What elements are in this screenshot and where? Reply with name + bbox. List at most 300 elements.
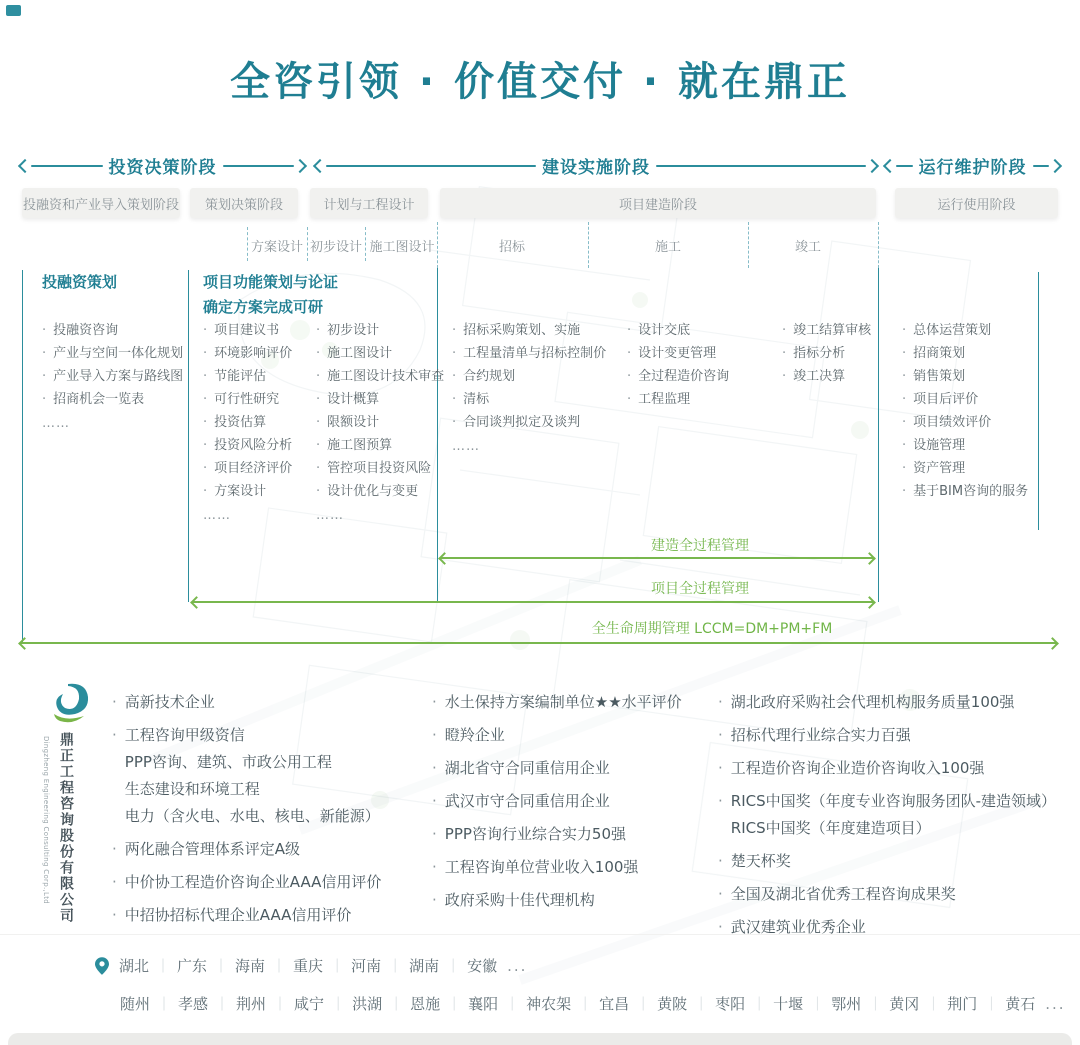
bullet-icon: · (42, 346, 47, 361)
service-item-label: 设计优化与变更 (327, 484, 419, 499)
dashed-divider (588, 222, 589, 268)
qualification-item (718, 758, 1063, 778)
separator-icon: ｜ (156, 958, 171, 975)
qualification-subtext: RICS中国奖（年度建造项目） (730, 819, 931, 837)
service-column-header (203, 270, 339, 324)
bullet-icon: · (452, 392, 457, 407)
service-item (316, 462, 446, 476)
separator-icon: ｜ (694, 996, 709, 1013)
sub-stage-construction-drawing: 施工图设计 (369, 240, 435, 255)
bullet-icon: · (432, 858, 437, 876)
service-item (452, 393, 624, 407)
stage-box-planning-decision: 策划决策阶段 (190, 188, 298, 218)
separator-icon: ｜ (868, 996, 883, 1013)
qualification-text: 工程咨询甲级资信 (124, 726, 245, 744)
bullet-icon: · (432, 792, 437, 810)
arrow-left-icon (313, 158, 327, 172)
sub-stage-construction: 施工 (654, 240, 682, 255)
footer-place: 黄冈 (889, 995, 920, 1013)
service-item (782, 347, 882, 361)
location-pin-icon (95, 957, 109, 975)
service-item (203, 485, 325, 499)
ellipsis-label: …… (203, 508, 231, 523)
qualification-label (125, 839, 300, 859)
qualification-label (445, 890, 595, 910)
qualification-label (125, 872, 382, 892)
service-item (316, 347, 446, 361)
qualification-label (731, 851, 791, 871)
bullet-icon: · (452, 415, 457, 430)
mgmt-label-construction-whole-process: 建造全过程管理 (651, 538, 749, 554)
separator-icon: ｜ (215, 996, 230, 1013)
service-item-label: 项目经济评价 (214, 461, 293, 476)
service-column-header-line: 项目功能策划与论证 (203, 273, 339, 291)
qualification-item (112, 839, 417, 859)
service-item-label: 施工图设计 (327, 346, 393, 361)
bullet-icon: · (718, 918, 723, 936)
footer-place: 鄂州 (831, 995, 862, 1013)
footer-place: 湖南 (409, 957, 440, 975)
service-item-label: 合约规划 (463, 369, 516, 384)
footer-place: 襄阳 (468, 995, 499, 1013)
service-item (316, 416, 446, 430)
phase-arrow-investment-decision (20, 153, 305, 178)
qualification-item (432, 857, 717, 877)
qualification-text: 武汉建筑业优秀企业 (730, 918, 866, 936)
page-title: 全咨引领 · 价值交付 · 就在鼎正 (229, 59, 851, 105)
service-item-label: 设计概算 (327, 392, 380, 407)
service-column-bidding (452, 270, 624, 454)
stage-box-project-construction: 项目建造阶段 (440, 188, 876, 218)
separator-icon: ｜ (273, 996, 288, 1013)
service-item (203, 370, 325, 384)
qualification-column-2 (432, 692, 717, 923)
qualification-label (445, 758, 610, 778)
qualification-text: 楚天杯奖 (730, 852, 791, 870)
qualification-item (718, 884, 1063, 904)
service-item (203, 416, 325, 430)
bullet-icon: · (718, 726, 723, 744)
corner-mark (6, 5, 21, 16)
footer-place: 荆州 (236, 995, 267, 1013)
separator-icon: ｜ (157, 996, 172, 1013)
service-item (42, 370, 192, 384)
footer-provinces (119, 955, 527, 976)
bullet-icon: · (316, 323, 321, 338)
qualification-label (731, 917, 866, 937)
bullet-icon: · (718, 852, 723, 870)
footer-more: ... (507, 956, 528, 975)
bullet-icon: · (718, 885, 723, 903)
qualification-text: PPP咨询行业综合实力50强 (444, 825, 627, 843)
footer-more: ... (1045, 994, 1066, 1013)
sub-stage-preliminary-design: 初步设计 (309, 240, 363, 255)
company-name-en: Dingzheng Engineering Consulting Corp.,Ltd (42, 736, 50, 905)
bullet-icon: · (316, 392, 321, 407)
separator-icon: ｜ (272, 958, 287, 975)
bullet-icon: · (203, 392, 208, 407)
separator-icon: ｜ (389, 996, 404, 1013)
service-item-label: 项目建议书 (214, 323, 280, 338)
service-item-label: 竣工结算审核 (793, 323, 872, 338)
footer-place: 荆门 (947, 995, 978, 1013)
arrow-line (326, 165, 536, 167)
bullet-icon: · (782, 323, 787, 338)
qualification-text: 湖北政府采购社会代理机构服务质量100强 (730, 693, 1015, 711)
qualification-label (125, 905, 352, 925)
service-item-label: 投资估算 (214, 415, 267, 430)
service-item (452, 347, 624, 361)
service-item-label: 投融资咨询 (53, 323, 119, 338)
qualification-item (718, 851, 1063, 871)
service-item-label: 产业导入方案与路线图 (53, 369, 184, 384)
qualification-subtext: 电力（含火电、水电、核电、新能源） (124, 807, 380, 825)
bullet-icon: · (718, 693, 723, 711)
footer-place: 黄石 (1005, 995, 1036, 1013)
footer-place: 神农架 (526, 995, 572, 1013)
separator-icon: ｜ (214, 958, 229, 975)
bullet-icon: · (452, 323, 457, 338)
service-item (203, 393, 325, 407)
service-item (627, 347, 777, 361)
qualification-item (718, 725, 1063, 745)
service-item (42, 324, 192, 338)
service-item (627, 393, 777, 407)
qualification-text: 政府采购十佳代理机构 (444, 891, 595, 909)
service-column-header (452, 270, 624, 324)
service-item (902, 347, 1047, 361)
qualification-item (112, 905, 417, 925)
footer-place: 湖北 (119, 957, 150, 975)
separator-icon: ｜ (446, 958, 461, 975)
dashed-divider (307, 227, 308, 261)
mgmt-label-life-cycle: 全生命周期管理 LCCM=DM+PM+FM (591, 621, 833, 637)
ellipsis-label: …… (42, 416, 70, 431)
service-column-header-line: 投融资策划 (42, 273, 118, 291)
service-item-label: 设计变更管理 (638, 346, 717, 361)
service-item (902, 370, 1047, 384)
qualification-item (718, 791, 1063, 838)
service-column-header (627, 270, 777, 324)
qualification-item (718, 692, 1063, 712)
sub-stage-scheme-design: 方案设计 (250, 240, 304, 255)
bullet-icon: · (316, 346, 321, 361)
dashed-divider (247, 227, 248, 261)
qualification-label (445, 692, 682, 712)
bullet-icon: · (203, 323, 208, 338)
separator-icon: ｜ (505, 996, 520, 1013)
bullet-icon: · (902, 461, 907, 476)
service-item-label: 工程监理 (638, 392, 691, 407)
service-item-label: 设计交底 (638, 323, 691, 338)
phase-arrow-construction (315, 153, 877, 178)
service-item-label: 资产管理 (913, 461, 966, 476)
service-item-label: 工程量清单与招标控制价 (463, 346, 607, 361)
service-item-label: 设施管理 (913, 438, 966, 453)
qualification-item (432, 791, 717, 811)
arrow-right-icon (1048, 158, 1062, 172)
service-item-label: 施工图设计技术审查 (327, 369, 445, 384)
stage-box-operation-use: 运行使用阶段 (895, 188, 1058, 218)
bullet-icon: · (316, 438, 321, 453)
qualification-item (432, 692, 717, 712)
service-item-label: 投资风险分析 (214, 438, 293, 453)
bullet-icon: · (718, 759, 723, 777)
service-column-design (316, 270, 446, 523)
footer-place: 安徽 (467, 957, 498, 975)
service-column-construction (627, 270, 777, 416)
stage-box-plan-design: 计划与工程设计 (310, 188, 428, 218)
qualification-text: 中招协招标代理企业AAA信用评价 (124, 906, 352, 924)
qualification-text: RICS中国奖（年度专业咨询服务团队-建造领域） (730, 792, 1057, 810)
sub-stage-completion: 竣工 (794, 240, 822, 255)
qualification-label (731, 884, 956, 904)
service-item-label: 项目绩效评价 (913, 415, 992, 430)
qualification-text: 高新技术企业 (124, 693, 215, 711)
qualification-column-1 (112, 692, 417, 938)
qualification-label (731, 758, 985, 778)
service-item-label: 清标 (463, 392, 490, 407)
service-item (902, 439, 1047, 453)
separator-icon: ｜ (984, 996, 999, 1013)
qualification-item (718, 917, 1063, 937)
service-item (902, 485, 1047, 499)
service-item (316, 324, 446, 338)
service-item (316, 393, 446, 407)
footer-place: 黄陂 (657, 995, 688, 1013)
stage-box-financing-planning: 投融资和产业导入策划阶段 (22, 188, 180, 218)
ellipsis-label: …… (316, 508, 344, 523)
arrow-left-icon (883, 158, 897, 172)
bullet-icon: · (316, 461, 321, 476)
phase-arrow-operation (885, 153, 1060, 178)
bullet-icon: · (112, 873, 117, 891)
footer-place: 海南 (235, 957, 266, 975)
footer-place: 洪湖 (352, 995, 383, 1013)
bullet-icon: · (902, 369, 907, 384)
separator-icon: ｜ (752, 996, 767, 1013)
qualification-text: 招标代理行业综合实力百强 (730, 726, 911, 744)
sub-stage-bidding: 招标 (498, 240, 526, 255)
service-item (452, 416, 624, 430)
bullet-icon: · (452, 346, 457, 361)
footer-place: 枣阳 (715, 995, 746, 1013)
service-item (316, 439, 446, 453)
phase-label: 建设实施阶段 (542, 158, 650, 178)
bullet-icon: · (203, 415, 208, 430)
service-item (203, 347, 325, 361)
qualification-label (731, 692, 1015, 712)
bullet-icon: · (902, 415, 907, 430)
mgmt-label-project-whole-process: 项目全过程管理 (651, 581, 749, 597)
bullet-icon: · (112, 726, 117, 744)
service-item-label: 竣工决算 (793, 369, 846, 384)
arrow-line (223, 165, 295, 167)
service-item-label: 限额设计 (327, 415, 380, 430)
service-column-feasibility (203, 270, 339, 523)
bullet-icon: · (42, 392, 47, 407)
service-item-label: 全过程造价咨询 (638, 369, 730, 384)
bullet-icon: · (902, 438, 907, 453)
bullet-icon: · (782, 346, 787, 361)
bullet-icon: · (203, 461, 208, 476)
service-item (203, 439, 325, 453)
service-item (42, 347, 192, 361)
footer-provinces-line (95, 955, 527, 976)
qualification-item (432, 758, 717, 778)
qualification-text: 工程咨询单位营业收入100强 (444, 858, 639, 876)
arrow-left-icon (18, 158, 32, 172)
service-item-label: 项目后评价 (913, 392, 979, 407)
bullet-icon: · (203, 438, 208, 453)
mgmt-arrow-life-cycle (20, 642, 1057, 644)
service-item (316, 370, 446, 384)
service-item (902, 324, 1047, 338)
column-boundary-line (22, 270, 23, 643)
service-item-label: 施工图预算 (327, 438, 393, 453)
qualification-text: 工程造价咨询企业造价咨询收入100强 (730, 759, 985, 777)
qualification-label (445, 791, 610, 811)
separator-icon: ｜ (330, 958, 345, 975)
service-item-label: 总体运营策划 (913, 323, 992, 338)
service-item-label: 节能评估 (214, 369, 267, 384)
qualification-subtext: 生态建设和环境工程 (124, 780, 260, 798)
footer-place: 重庆 (293, 957, 324, 975)
service-item-label: 招商策划 (913, 346, 966, 361)
service-column-header (782, 270, 882, 324)
qualification-text: 武汉市守合同重信用企业 (444, 792, 610, 810)
separator-icon: ｜ (447, 996, 462, 1013)
qualification-column-3 (718, 692, 1063, 950)
dashed-divider (748, 222, 749, 268)
bullet-icon: · (902, 323, 907, 338)
service-column-header (316, 270, 446, 324)
bullet-icon: · (902, 392, 907, 407)
separator-icon: ｜ (331, 996, 346, 1013)
bullet-icon: · (203, 346, 208, 361)
bullet-icon: · (112, 906, 117, 924)
separator-icon: ｜ (926, 996, 941, 1013)
service-item-label: 管控项目投资风险 (327, 461, 432, 476)
bullet-icon: · (316, 415, 321, 430)
qualification-subtext: PPP咨询、建筑、市政公用工程 (124, 753, 332, 771)
service-item (316, 485, 446, 499)
service-item (203, 324, 325, 338)
qualification-label (445, 824, 626, 844)
qualification-item (112, 872, 417, 892)
dashed-divider (437, 222, 438, 268)
bullet-icon: · (432, 759, 437, 777)
service-item (902, 393, 1047, 407)
bullet-icon: · (432, 825, 437, 843)
arrow-right-icon (293, 158, 307, 172)
qualification-text: 两化融合管理体系评定A级 (124, 840, 301, 858)
bullet-icon: · (902, 484, 907, 499)
service-item-label: 可行性研究 (214, 392, 280, 407)
qualification-item (112, 725, 417, 826)
footer-cities (120, 993, 1066, 1014)
phase-label: 投资决策阶段 (108, 158, 217, 178)
ellipsis-label: …… (452, 439, 480, 454)
service-item (627, 324, 777, 338)
separator-icon: ｜ (636, 996, 651, 1013)
qualification-label (731, 791, 1056, 838)
bullet-icon: · (432, 693, 437, 711)
arrow-line (31, 165, 103, 167)
qualification-label (125, 692, 215, 712)
arrow-line (656, 165, 866, 167)
bullet-icon: · (203, 484, 208, 499)
qualification-label (731, 725, 911, 745)
footer-place: 咸宁 (294, 995, 325, 1013)
footer-place: 宜昌 (599, 995, 630, 1013)
bullet-icon: · (902, 346, 907, 361)
qualification-text: 水土保持方案编制单位★★水平评价 (444, 693, 682, 711)
bullet-icon: · (42, 323, 47, 338)
footer-place: 孝感 (178, 995, 209, 1013)
service-column-header-line: 确定方案完成可研 (203, 298, 324, 316)
bullet-icon: · (627, 346, 632, 361)
bullet-icon: · (627, 369, 632, 384)
company-name-cn: 鼎正工程咨询股份有限公司 (58, 732, 74, 924)
service-column-operation (902, 270, 1047, 508)
service-item (203, 462, 325, 476)
bullet-icon: · (42, 369, 47, 384)
qualification-text: 中价协工程造价咨询企业AAA信用评价 (124, 873, 382, 891)
bullet-icon: · (782, 369, 787, 384)
arrow-right-icon (865, 158, 879, 172)
dashed-divider (878, 222, 879, 268)
qualification-item (432, 824, 717, 844)
service-item-label: 产业与空间一体化规划 (53, 346, 184, 361)
service-item-label: 合同谈判拟定及谈判 (463, 415, 581, 430)
qualification-text: 全国及湖北省优秀工程咨询成果奖 (730, 885, 956, 903)
service-item (782, 370, 882, 384)
separator-icon: ｜ (810, 996, 825, 1013)
arrow-line (896, 165, 913, 167)
bullet-icon: · (316, 484, 321, 499)
dashed-divider (365, 227, 366, 261)
bullet-icon: · (432, 891, 437, 909)
service-item (902, 462, 1047, 476)
service-item (782, 324, 882, 338)
service-item-label: 招商机会一览表 (53, 392, 145, 407)
qualification-text: 湖北省守合同重信用企业 (444, 759, 610, 777)
service-item (42, 393, 192, 407)
bullet-icon: · (627, 323, 632, 338)
qualification-label (445, 725, 505, 745)
service-item (627, 370, 777, 384)
service-item-label: 销售策划 (913, 369, 966, 384)
service-column-financing (42, 270, 192, 431)
service-item-label: 招标采购策划、实施 (463, 323, 581, 338)
separator-icon: ｜ (578, 996, 593, 1013)
footer-cities-line (120, 993, 1066, 1014)
bottom-edge-bar (8, 1033, 1072, 1045)
service-item-label: 指标分析 (793, 346, 846, 361)
bullet-icon: · (718, 792, 723, 810)
service-column-header (902, 270, 1047, 324)
company-logo (46, 682, 96, 726)
phase-label: 运行维护阶段 (918, 158, 1027, 178)
service-item (452, 370, 624, 384)
mgmt-arrow-construction-whole-process (440, 557, 874, 559)
footer-place: 河南 (351, 957, 382, 975)
footer-place: 十堰 (773, 995, 804, 1013)
service-item-label: 基于BIM咨询的服务 (913, 484, 1029, 499)
qualification-label (445, 857, 639, 877)
service-item (902, 416, 1047, 430)
